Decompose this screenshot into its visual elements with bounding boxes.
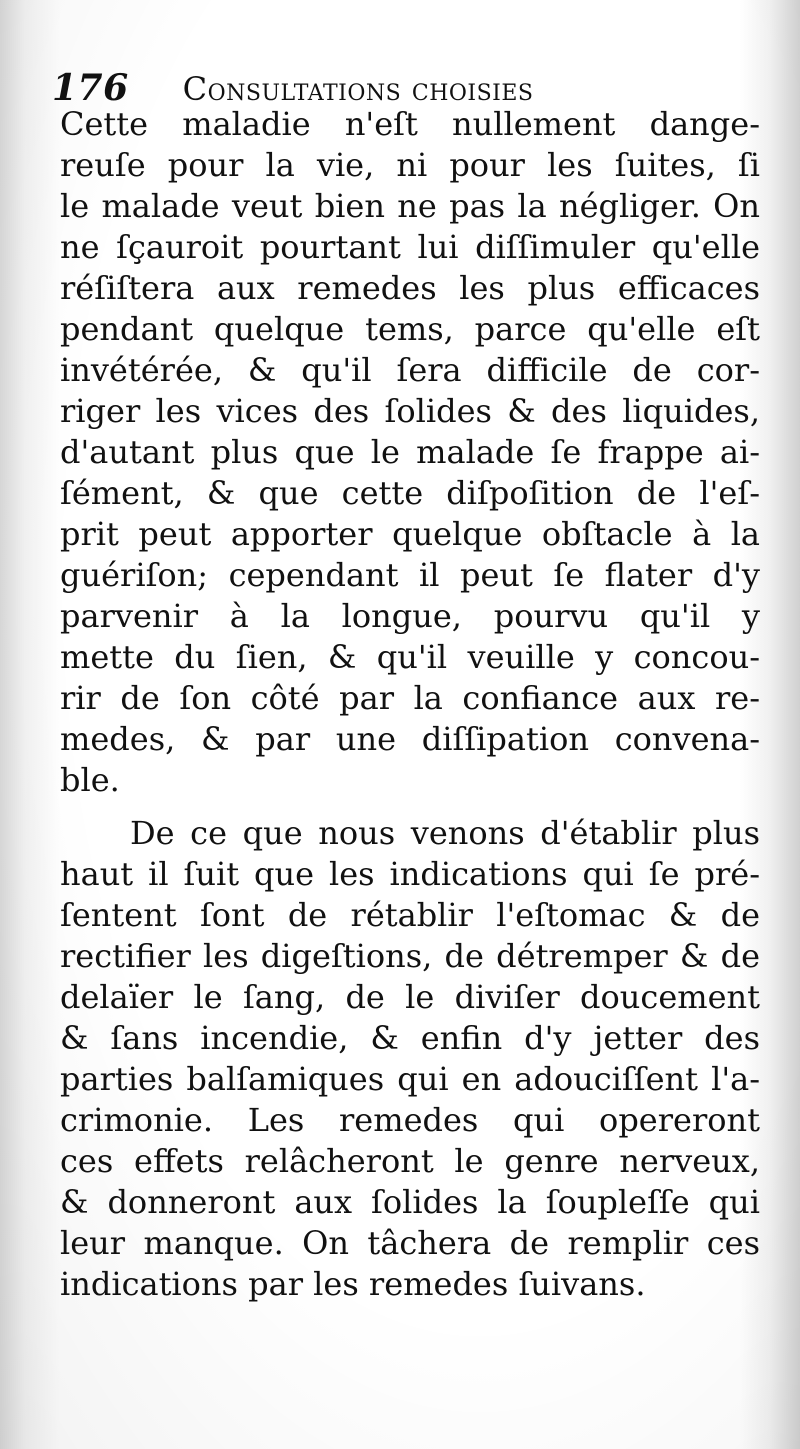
text-line: haut il ſuit que les indications qui ſe pré- xyxy=(60,855,760,893)
text-line: Cette maladie n'eſt nullement dange- xyxy=(60,105,760,143)
text-line: De ce que nous venons d'établir plus xyxy=(130,814,760,852)
text-line: ne ſçauroit pourtant lui diſſimuler qu'elle xyxy=(60,228,760,266)
text-line: prit peut apporter quelque obſtacle à la xyxy=(60,515,760,553)
text-line: parties balſamiques qui en adouciſſent l'a- xyxy=(60,1060,760,1098)
text-line: rir de ſon côté par la confiance aux re- xyxy=(60,679,760,717)
text-line: ſément, & que cette diſpoſition de l'eſ- xyxy=(60,474,760,512)
text-line: le malade veut bien ne pas la négliger. On xyxy=(60,187,760,225)
text-line: & donneront aux ſolides la ſoupleſſe qui xyxy=(60,1183,760,1221)
text-line: d'autant plus que le malade ſe frappe ai- xyxy=(60,433,760,471)
text-line: reuſe pour la vie, ni pour les ſuites, ſi xyxy=(60,146,760,184)
text-line: indications par les remedes ſuivans. xyxy=(60,1265,646,1303)
text-line: delaïer le ſang, de le diviſer doucement xyxy=(60,978,760,1016)
body-text xyxy=(60,104,760,1305)
text-line: réſiſtera aux remedes les plus efficaces xyxy=(60,269,760,307)
text-line: invétérée, & qu'il ſera difficile de cor- xyxy=(60,351,760,389)
text-line: leur manque. On tâchera de remplir ces xyxy=(60,1224,760,1262)
page-number: 176 xyxy=(52,67,129,109)
text-line: pendant quelque tems, parce qu'elle eſt xyxy=(60,310,760,348)
text-line: & ſans incendie, & enfin d'y jetter des xyxy=(60,1019,760,1057)
text-line: guériſon; cependant il peut ſe flater d'y xyxy=(60,556,760,594)
text-line: ces effets relâcheront le genre nerveux, xyxy=(60,1142,760,1180)
text-line: crimonie. Les remedes qui opereront xyxy=(60,1101,760,1139)
running-title: Consultations choisies xyxy=(182,70,534,108)
text-line: ble. xyxy=(60,761,120,799)
text-line: ſentent ſont de rétablir l'eſtomac & de xyxy=(60,896,760,934)
text-line: rectifier les digeſtions, de détremper & de xyxy=(60,937,760,975)
text-line: medes, & par une diſſipation convena- xyxy=(60,720,760,758)
text-line: riger les vices des ſolides & des liquides, xyxy=(60,392,760,430)
text-line: mette du ſien, & qu'il veuille y concou- xyxy=(60,638,760,676)
text-line: parvenir à la longue, pourvu qu'il y xyxy=(60,597,760,635)
